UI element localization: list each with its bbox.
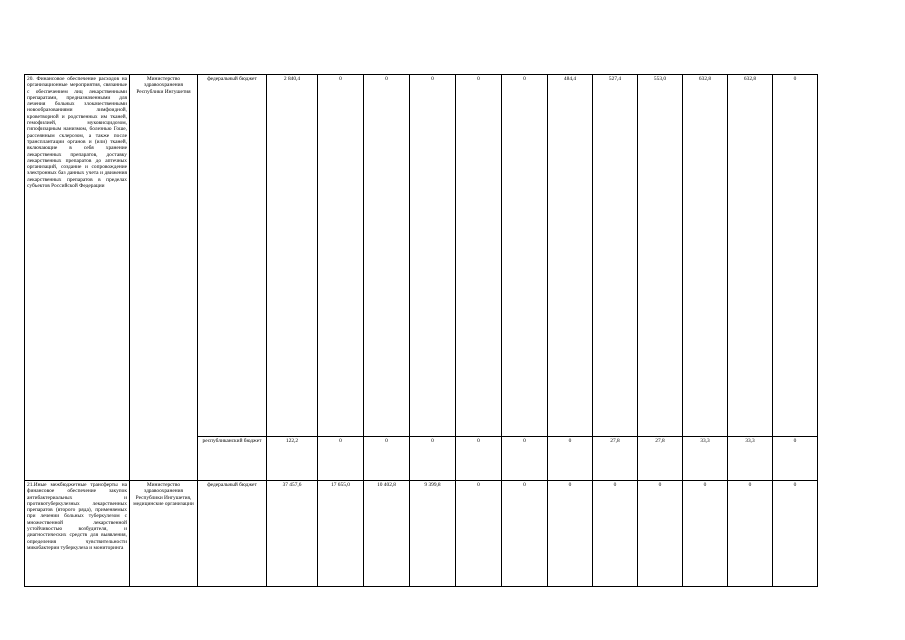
value-cell: 0 xyxy=(683,481,728,587)
value-cell: 0 xyxy=(773,437,818,481)
value-cell: 33,3 xyxy=(683,437,728,481)
value-cell: 2 840,4 xyxy=(267,75,318,437)
value-cell: 632,8 xyxy=(683,75,728,437)
value-cell: 0 xyxy=(318,437,364,481)
row-20-description: 20. Финансовое обеспечение расходов на организационные мероприятия, связанные с обеспечением лиц лекарственными препаратами, предназначенными для лечения больных злокачественными новообразованиями лимфоидной, кроветворной и родственных им тканей, гемофилией, муковисцидозом, гипофизарным нанизмом, болезнью Гоше, рассеянным склерозом, а также после трансплантации органов и (или) тканей, включающие в себя хранение лекарственных препаратов, доставку лекарственных препаратов до аптечных организаций, создание и сопровождение электронных баз данных учета и движения лекарственных препаратов в пределах субъектов Российской Федерации xyxy=(25,75,130,481)
value-cell: 0 xyxy=(364,75,410,437)
row-21-description: 21.Иные межбюджетные трансферты на финансовое обеспечение закупок антибактериальных и противотуберкулезных лекарственных препаратов (второго ряда), применяемых при лечении больных туберкулезом с множественной лекарственной устойчивостью возбудителя, и диагностических средств для выявления, определения чувствительности микобактерии туберкулеза и мониторинга xyxy=(25,481,130,587)
value-cell: 0 xyxy=(773,75,818,437)
value-cell: 0 xyxy=(502,75,548,437)
value-cell: 0 xyxy=(548,481,593,587)
value-cell: 10 402,8 xyxy=(364,481,410,587)
value-cell: 27,8 xyxy=(593,437,638,481)
value-cell: 0 xyxy=(456,437,502,481)
funding-source: республиканский бюджет xyxy=(198,437,267,481)
value-cell: 553,0 xyxy=(638,75,683,437)
value-cell: 0 xyxy=(456,75,502,437)
value-cell: 33,3 xyxy=(728,437,773,481)
table-row xyxy=(25,75,818,437)
value-cell: 17 655,0 xyxy=(318,481,364,587)
value-cell: 0 xyxy=(638,481,683,587)
value-cell: 27,8 xyxy=(638,437,683,481)
value-cell: 0 xyxy=(456,481,502,587)
value-cell: 0 xyxy=(364,437,410,481)
row-21-executor: Министерство здравоохранения Республики Ингушетия, медицинские организации xyxy=(130,481,198,587)
funding-source: федеральный бюджет xyxy=(198,75,267,437)
value-cell: 484,4 xyxy=(548,75,593,437)
value-cell: 0 xyxy=(728,481,773,587)
budget-table xyxy=(24,74,818,587)
value-cell: 632,8 xyxy=(728,75,773,437)
value-cell: 0 xyxy=(410,437,456,481)
value-cell: 0 xyxy=(318,75,364,437)
value-cell: 0 xyxy=(593,481,638,587)
value-cell: 9 399,8 xyxy=(410,481,456,587)
value-cell: 0 xyxy=(502,437,548,481)
value-cell: 0 xyxy=(773,481,818,587)
value-cell: 0 xyxy=(548,437,593,481)
value-cell: 122,2 xyxy=(267,437,318,481)
value-cell: 0 xyxy=(502,481,548,587)
value-cell: 527,4 xyxy=(593,75,638,437)
row-20-executor: Министерство здравоохранения Республики Ингушетия xyxy=(130,75,198,481)
table-row xyxy=(25,481,818,587)
value-cell: 37 457,6 xyxy=(267,481,318,587)
funding-source: федеральный бюджет xyxy=(198,481,267,587)
value-cell: 0 xyxy=(410,75,456,437)
